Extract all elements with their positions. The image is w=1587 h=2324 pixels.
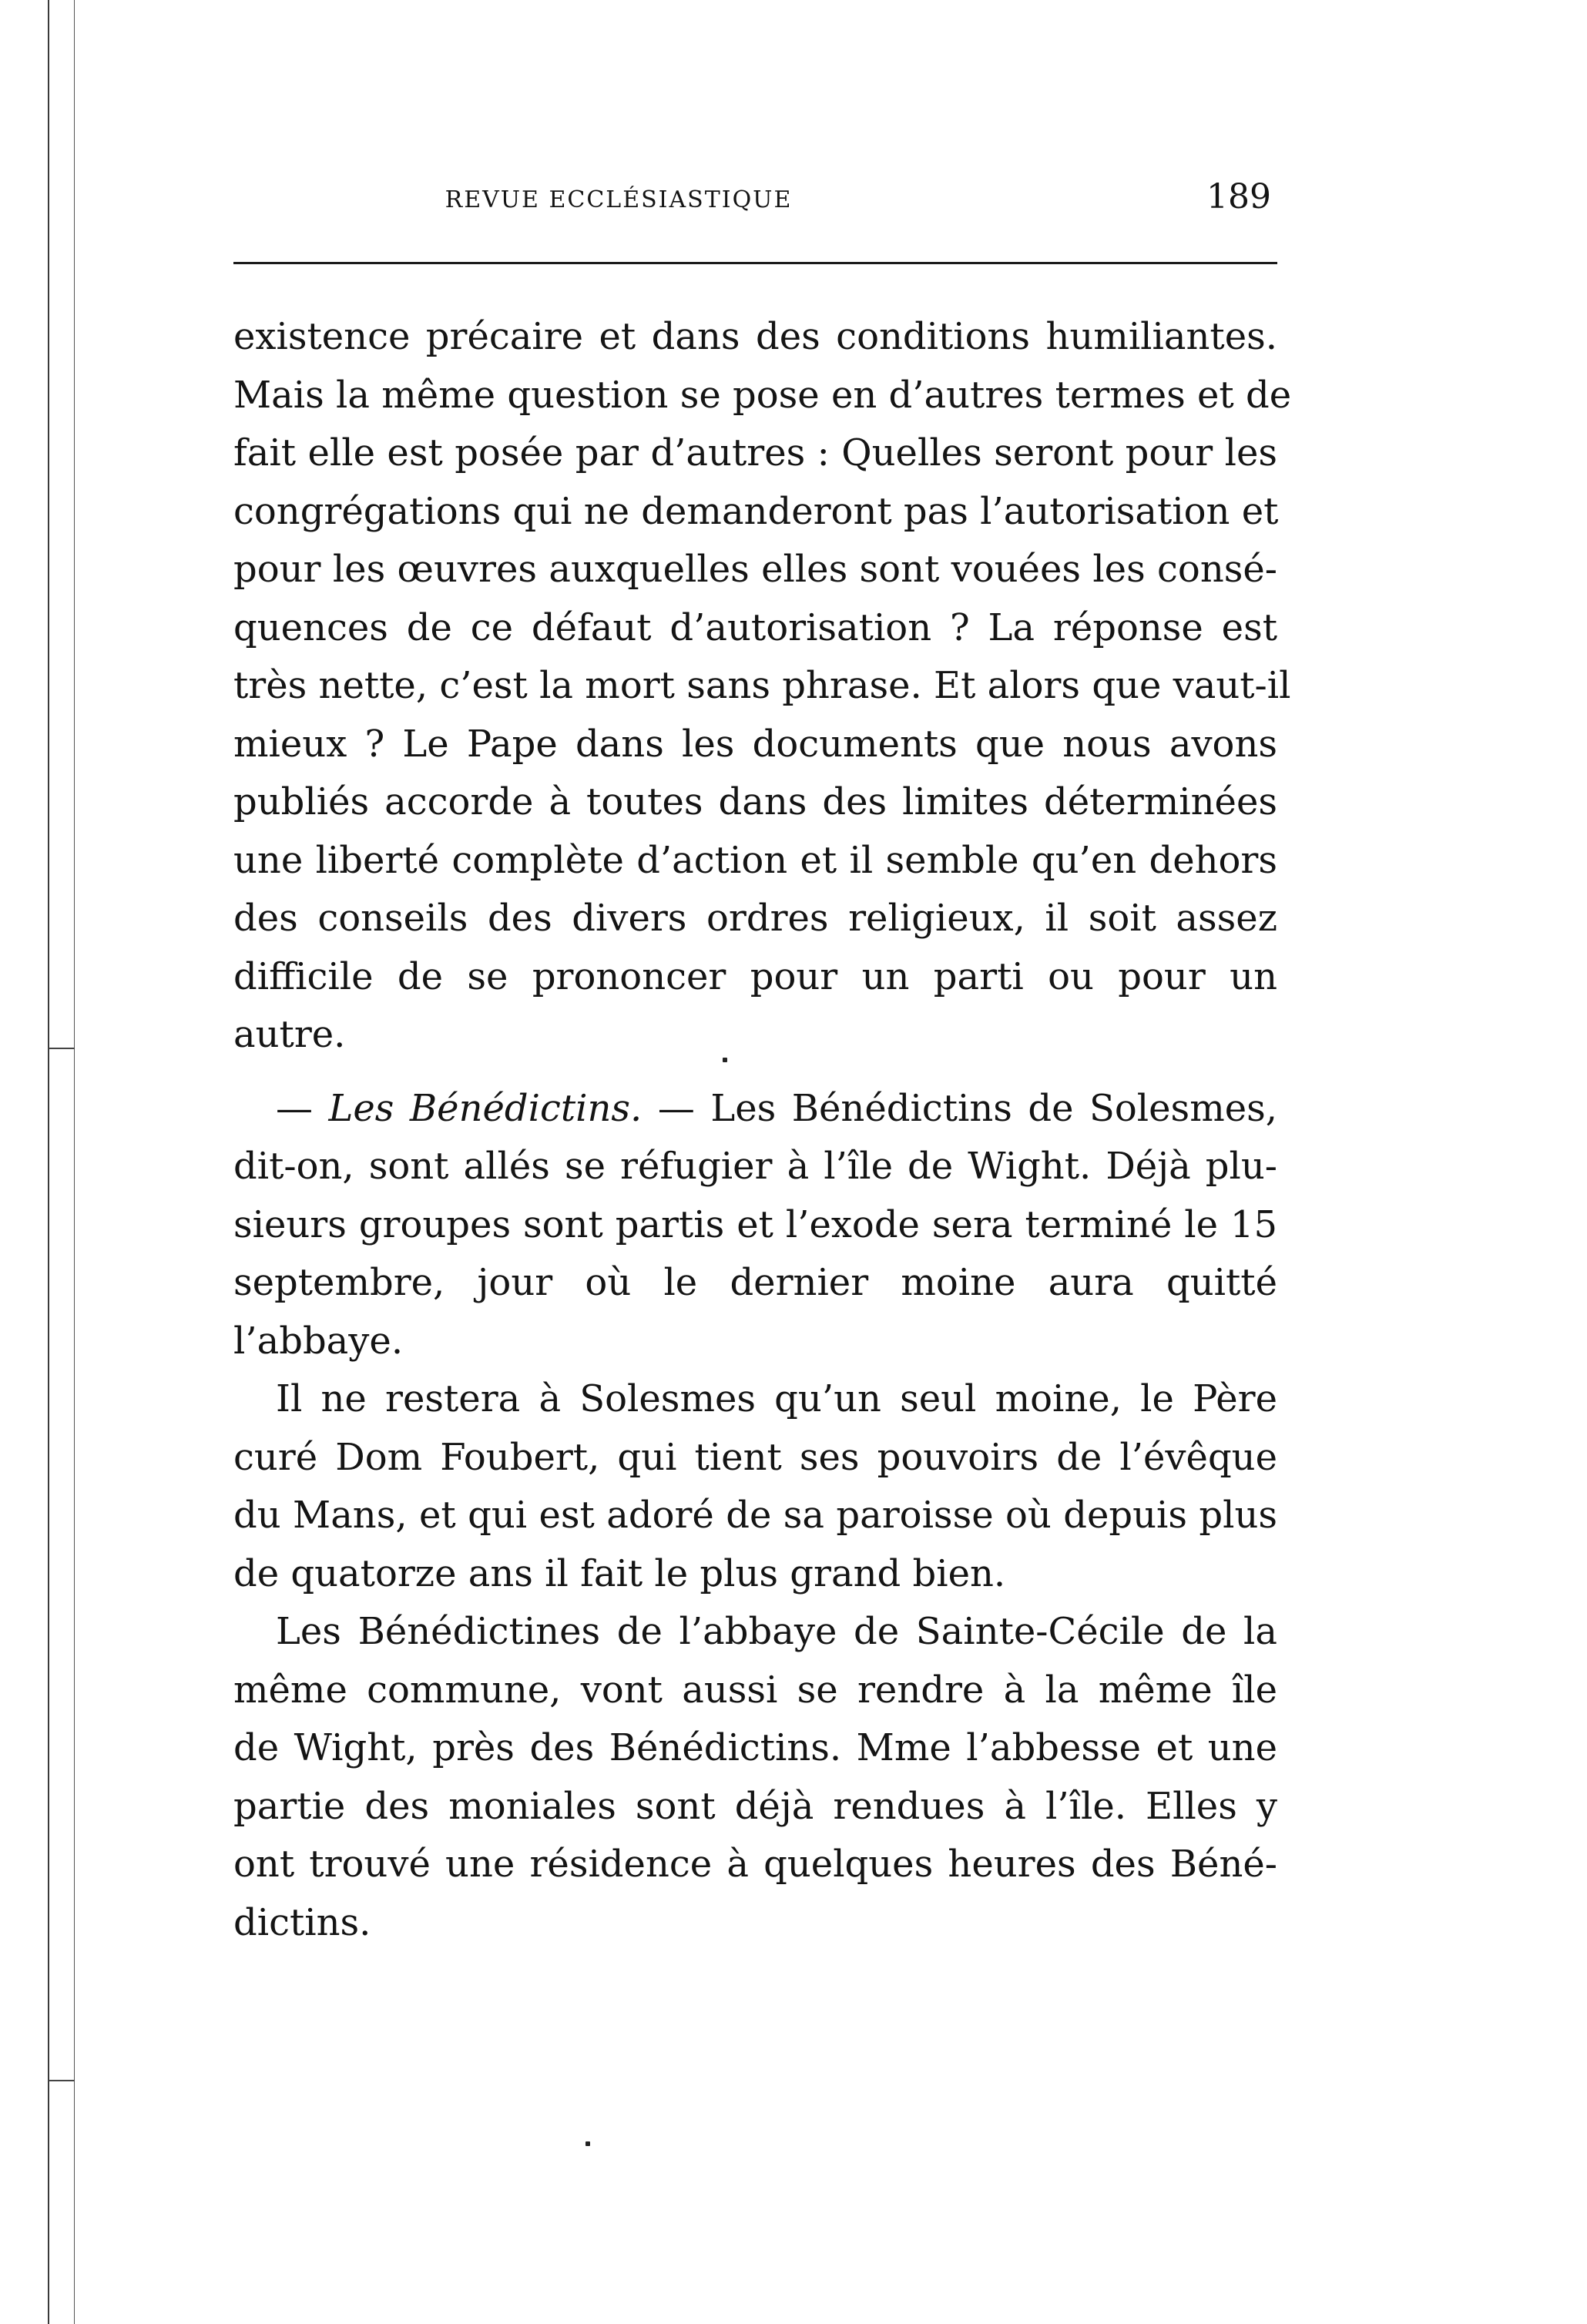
page-header — [233, 177, 1277, 223]
text-line: publiés accorde à toutes dans des limites déterminées — [233, 780, 1277, 823]
text-line: septembre, jour où le dernier moine aura quitté — [233, 1261, 1277, 1304]
paragraph — [233, 1603, 1277, 1952]
text-line: autre. — [233, 1013, 346, 1056]
paragraph — [233, 1370, 1277, 1603]
text-line: sieurs groupes sont partis et l’exode sera terminé le 15 — [233, 1202, 1277, 1246]
section-title: Les Bénédictins. — [328, 1086, 643, 1130]
text-line: même commune, vont aussi se rendre à la même île — [233, 1668, 1277, 1712]
text-line: Mais la même question se pose en d’autres termes et de — [233, 373, 1292, 417]
text-line: difficile de se prononcer pour un parti ou pour un — [233, 954, 1277, 998]
scan-edge-mark — [49, 1048, 75, 1049]
text-line: dit-on, sont allés se réfugier à l’île de Wight. Déjà plu- — [233, 1145, 1277, 1188]
section-heading-line — [233, 1080, 1277, 1139]
text-line: des conseils des divers ordres religieux, il soit assez — [233, 897, 1277, 940]
text-line: de Wight, près des Bénédictins. Mme l’abbesse et une — [233, 1726, 1277, 1769]
scan-binding-edge — [48, 0, 49, 2324]
paragraph — [233, 1080, 1277, 1371]
text-line: curé Dom Foubert, qui tient ses pouvoirs de l’évêque — [233, 1435, 1277, 1479]
text-line: Il ne restera à Solesmes qu’un seul moine, le Père — [276, 1377, 1277, 1420]
scan-binding-edge-inner — [74, 0, 75, 2324]
text-line: existence précaire et dans des conditions humiliantes. — [233, 315, 1277, 358]
dash-prefix: — — [276, 1086, 329, 1130]
text-line: pour les œuvres auxquelles elles sont vouées les consé- — [233, 548, 1277, 591]
page-number: 189 — [1206, 177, 1271, 216]
scan-edge-mark — [49, 2080, 75, 2081]
paragraph — [233, 308, 1292, 1065]
body-text — [233, 308, 1292, 1952]
text-line: fait elle est posée par d’autres : Quelles seront pour les — [233, 431, 1277, 475]
text-line: Les Bénédictines de l’abbaye de Sainte-Cécile de la — [276, 1610, 1277, 1653]
text-line: dictins. — [233, 1900, 371, 1944]
text-line: ont trouvé une résidence à quelques heures des Béné- — [233, 1843, 1277, 1886]
text-line: quences de ce défaut d’autorisation ? La réponse est — [233, 605, 1277, 649]
text-line: partie des moniales sont déjà rendues à l’île. Elles y — [233, 1784, 1277, 1828]
text-line: mieux ? Le Pape dans les documents que nous avons — [233, 722, 1277, 766]
print-speck — [585, 2141, 590, 2146]
running-head: REVUE ECCLÉSIASTIQUE — [445, 186, 793, 213]
text-line: une liberté complète d’action et il semble qu’en dehors — [233, 838, 1277, 882]
text-line: congrégations qui ne demanderont pas l’autorisation et — [233, 489, 1279, 533]
text-line: du Mans, et qui est adoré de sa paroisse où depuis plus — [233, 1494, 1277, 1537]
dash-suffix: — Les Bénédictins de Solesmes, — [642, 1086, 1278, 1130]
header-rule — [233, 262, 1277, 264]
text-line: très nette, c’est la mort sans phrase. Et alors que vaut-il — [233, 664, 1291, 707]
text-line: de quatorze ans il fait le plus grand bien. — [233, 1551, 1006, 1595]
text-line: l’abbaye. — [233, 1319, 404, 1363]
